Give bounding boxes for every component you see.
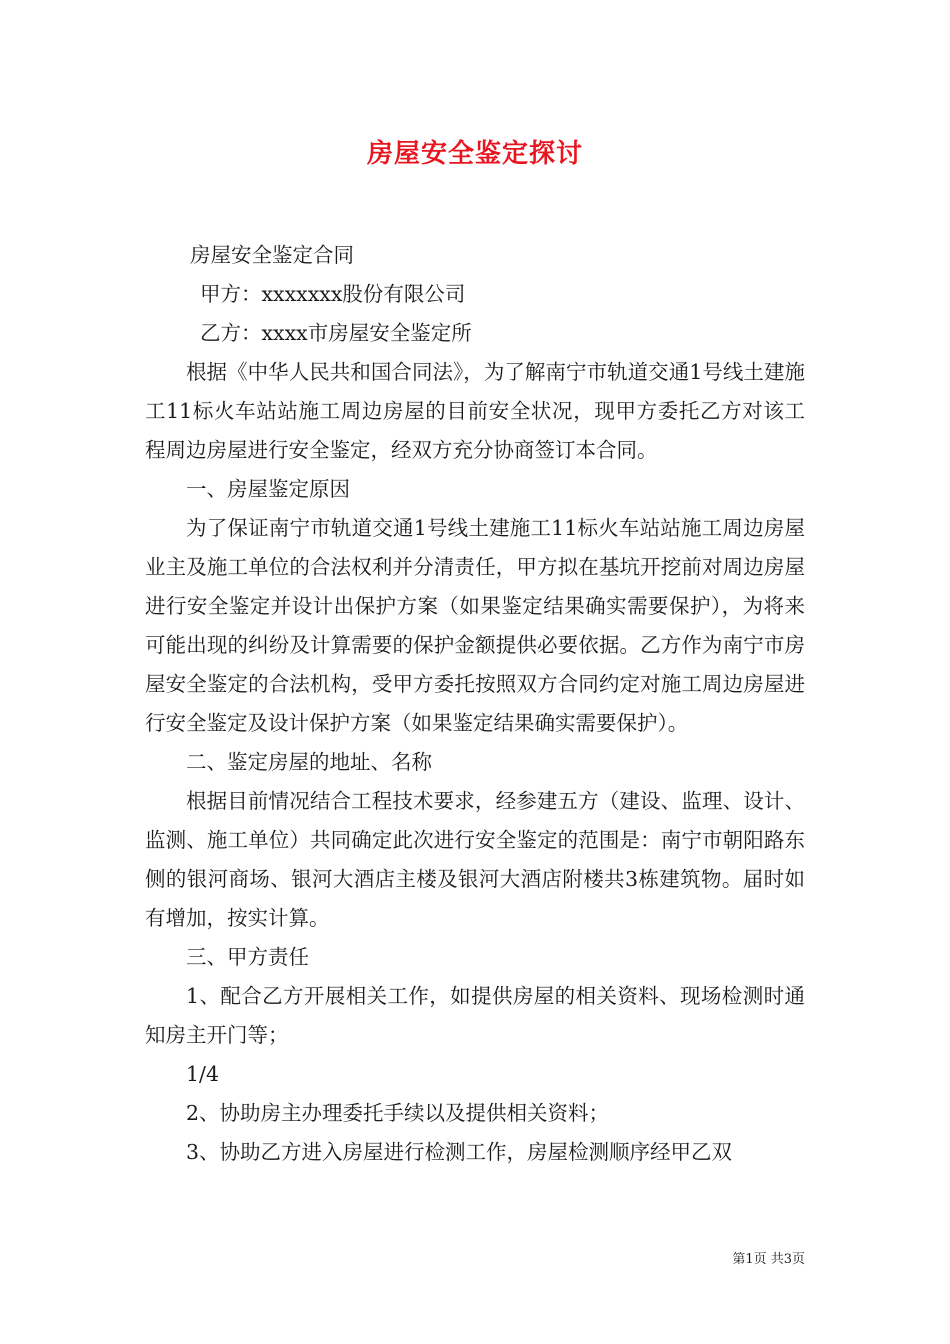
paragraph-section-2: 根据目前情况结合工程技术要求，经参建五方（建设、监理、设计、监测、施工单位）共同确定此次进行安全鉴定的范围是：南宁市朝阳路东侧的银河商场、银河大酒店主楼及银河大酒店附楼共3栋建筑物。届时如有增加，按实计算。 (145, 789, 805, 930)
paragraph-page-fraction: 1/4 (186, 1062, 219, 1086)
paragraph-item-2: 2、协助房主办理委托手续以及提供相关资料； (186, 1101, 610, 1125)
section-heading-1: 一、房屋鉴定原因 (186, 477, 350, 501)
document-body (145, 236, 805, 1172)
page-number-footer: 第1页 共3页 (732, 1252, 805, 1267)
paragraph-intro: 根据《中华人民共和国合同法》，为了解南宁市轨道交通1号线土建施工11标火车站站施工周边房屋的目前安全状况，现甲方委托乙方对该工程周边房屋进行安全鉴定，经双方充分协商签订本合同。 (145, 360, 805, 462)
paragraph-item-1: 1、配合乙方开展相关工作，如提供房屋的相关资料、现场检测时通知房主开门等； (145, 984, 805, 1047)
paragraph-section-1: 为了保证南宁市轨道交通1号线土建施工11标火车站站施工周边房屋业主及施工单位的合法权利并分清责任，甲方拟在基坑开挖前对周边房屋进行安全鉴定并设计出保护方案（如果鉴定结果确实需要保护），为将来可能出现的纠纷及计算需要的保护金额提供必要依据。乙方作为南宁市房屋安全鉴定的合法机构，受甲方委托按照双方合同约定对施工周边房屋进行安全鉴定及设计保护方案（如果鉴定结果确实需要保护）。 (145, 516, 805, 735)
section-heading-3: 三、甲方责任 (186, 945, 309, 969)
document-title: 房屋安全鉴定探讨 (366, 139, 583, 169)
paragraph-item-3: 3、协助乙方进入房屋进行检测工作，房屋检测顺序经甲乙双 (186, 1140, 733, 1164)
section-heading-2: 二、鉴定房屋的地址、名称 (186, 750, 432, 774)
paragraph-party-a: 甲方：xxxxxxx股份有限公司 (200, 282, 466, 306)
paragraph-party-b: 乙方：xxxx市房屋安全鉴定所 (200, 321, 472, 345)
paragraph-contract-title: 房屋安全鉴定合同 (190, 243, 354, 267)
